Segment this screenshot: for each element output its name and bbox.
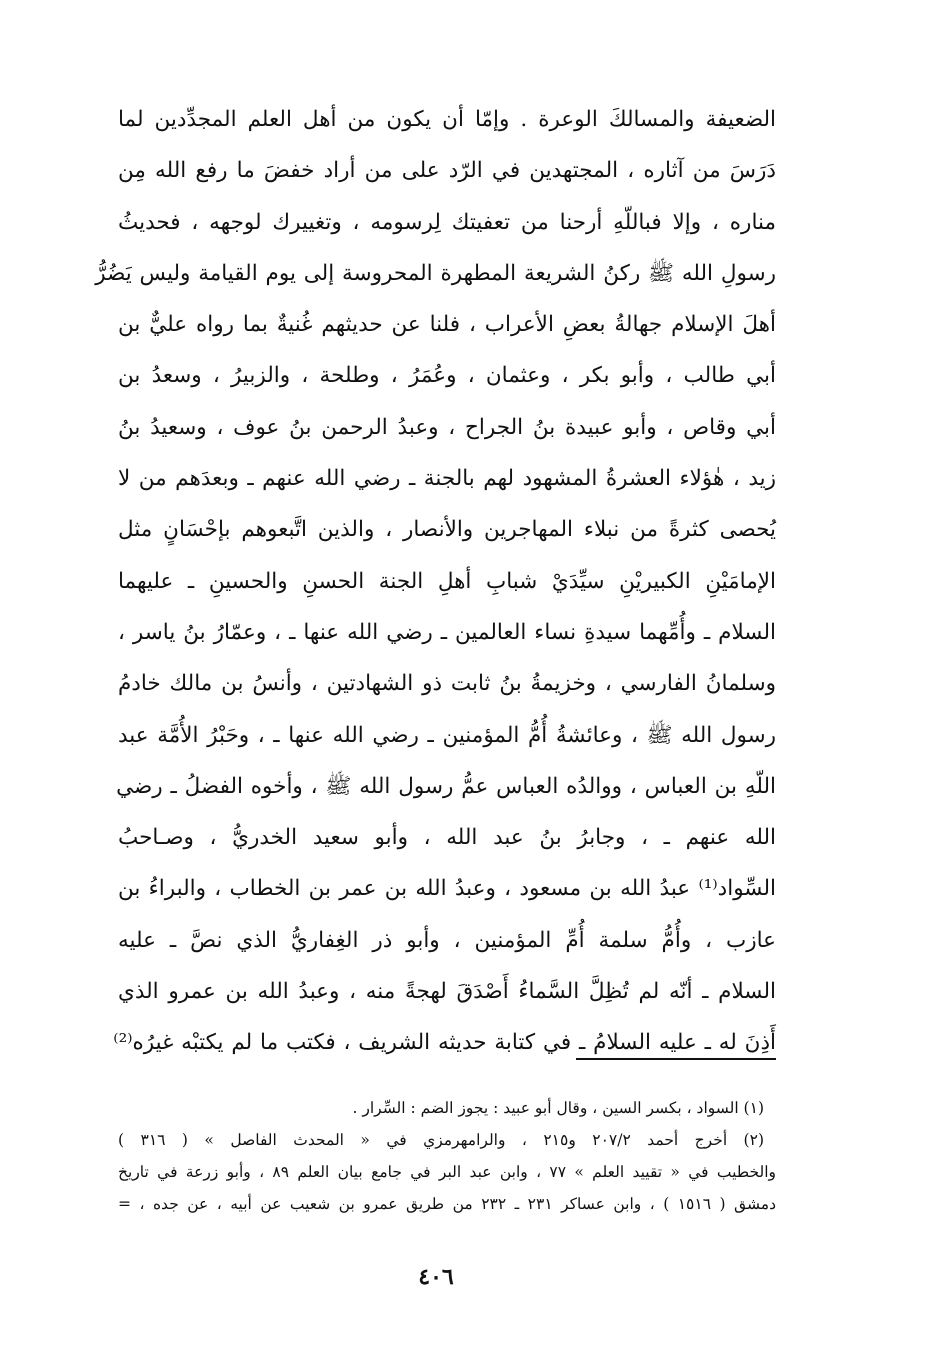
text-line: السِّواد⁽¹⁾ عبدُ الله بن مسعود ، وعبدُ الله بن عمر بن الخطاب ، والبراءُ بن: [118, 876, 776, 902]
text-line: دَرَسَ من آثاره ، المجتهدين في الرّد على من أراد خفضَ ما رفع الله مِن: [118, 158, 776, 184]
text-line: اللّهِ بن العباس ، ووالدُه العباس عمُّ رسول الله ﷺ ، وأخوه الفضلُ ـ رضي: [116, 773, 776, 799]
text-line: أبي طالب ، وأبو بكر ، وعثمان ، وعُمَرُ ، وطلحة ، والزبيرُ ، وسعدُ بن: [118, 363, 776, 389]
footnote-line: دمشق ( ١٥١٦ ) ، وابن عساكر ٢٣١ ـ ٢٣٢ من طريق عمرو بن شعيب عن أبيه ، عن جده ، =: [118, 1195, 776, 1213]
footnotes-block: [118, 1092, 776, 1220]
footnote-divider: [576, 1058, 776, 1060]
text-line: السلام ـ أنّه لم تُظِلَّ السَّماءُ أَصْدَقَ لهجةً منه ، وعبدُ الله بن عمرو الذي: [118, 979, 776, 1005]
text-line: مناره ، وإلا فباللّهِ أرحنا من تعفيتك لِرسومه ، وتغييرك لوجهه ، فحديثُ: [118, 209, 776, 235]
footnote-line: (٢) أخرج أحمد ٢٠٧/٢ و٢١٥ ، والرامهرمزي في « المحدث الفاصل » ( ٣١٦ ): [118, 1131, 764, 1149]
text-line: الإمامَيْنِ الكبيريْنِ سيِّدَيْ شبابِ أهلِ الجنة الحسنِ والحسينِ ـ عليهما: [118, 568, 776, 594]
text-line: رسول الله ﷺ ، وعائشةُ أُمُّ المؤمنين ـ رضي الله عنها ـ ، وحَبْرُ الأُمَّة عبد: [118, 722, 776, 748]
text-line: أبي وقاص ، وأبو عبيدة بنُ الجراح ، وعبدُ الرحمن بنُ عوف ، وسعيدُ بنُ: [118, 414, 776, 440]
text-line: يُحصى كثرةً من نبلاء المهاجرين والأنصار ، والذين اتَّبعوهم بإحْسَانٍ مثل: [118, 517, 776, 543]
text-line: عازب ، وأُمُّ سلمة أُمِّ المؤمنين ، وأبو ذر الغِفاريُّ الذي نصَّ ـ عليه: [118, 927, 776, 953]
main-text-block: [95, 94, 776, 1069]
footnote-line: (١) السواد ، بكسر السين ، وقال أبو عبيد : يجوز الضم : السِّرار .: [352, 1099, 764, 1117]
text-line: أَذِنَ له ـ عليه السلامُ ـ في كتابة حديثه الشريف ، فكتب ما لم يكتبْه غيرُه⁽²⁾: [113, 1030, 776, 1056]
text-line: الضعيفة والمسالكَ الوعرة . وإمّا أن يكون من أهل العلم المجدِّدين لما: [118, 107, 776, 132]
text-line: وسلمانُ الفارسي ، وخزيمةُ بنُ ثابت ذو الشهادتين ، وأنسُ بن مالك خادمُ: [118, 671, 776, 697]
text-line: السلام ـ وأُمِّهما سيدةِ نساء العالمين ـ رضي الله عنها ـ ، وعمّارُ بنُ ياسر ،: [118, 619, 776, 645]
text-line: زيد ، هٰؤلاء العشرةُ المشهود لهم بالجنة ـ رضي الله عنهم ـ وبعدَهم من لا: [118, 466, 776, 492]
text-line: أهلَ الإسلام جهالةُ بعضِ الأعراب ، فلنا عن حديثهم غُنيةٌ بما رواه عليٌّ بن: [118, 312, 776, 338]
text-line: رسولِ الله ﷺ ركنُ الشريعة المطهرة المحروسة إلى يوم القيامة وليس يَضُرُّ: [95, 260, 776, 286]
footnote-line: والخطيب في « تقييد العلم » ٧٧ ، وابن عبد البر في جامع بيان العلم ٨٩ ، وأبو زرعة في تاريخ: [118, 1163, 776, 1181]
page-number: ٤٠٦: [418, 1264, 454, 1290]
text-line: الله عنهم ـ ، وجابرُ بنُ عبد الله ، وأبو سعيد الخدريُّ ، وصـاحبُ: [118, 825, 776, 851]
